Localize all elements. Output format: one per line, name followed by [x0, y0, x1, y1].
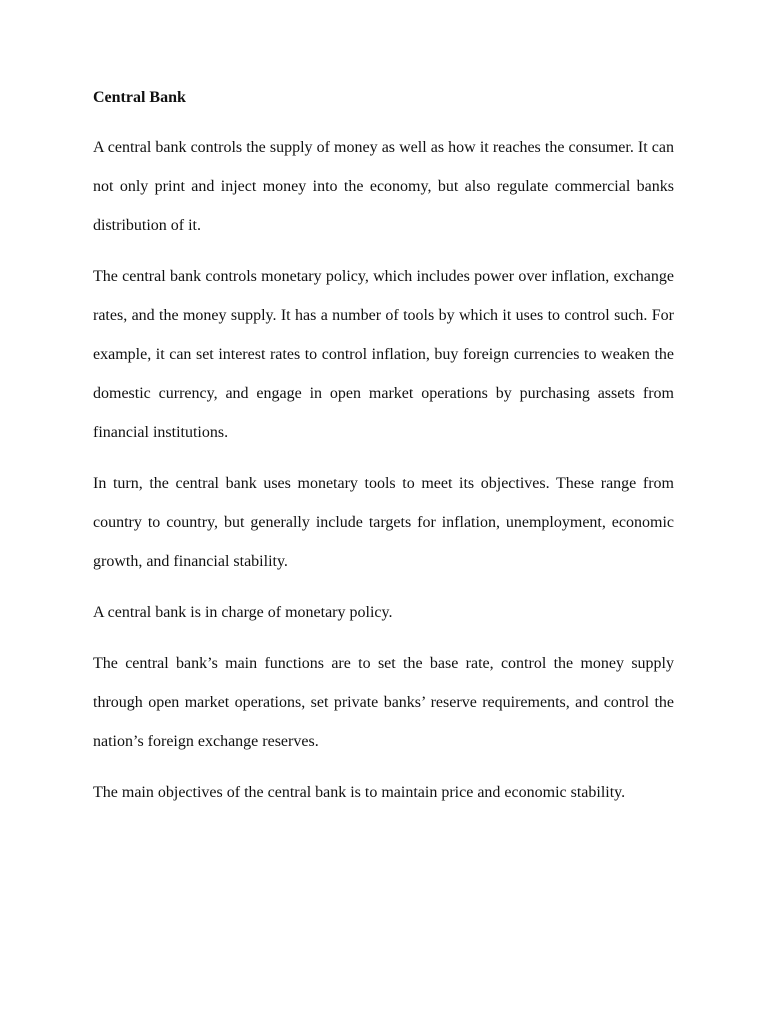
paragraph-main-functions: The central bank’s main functions are to set the base rate, control the money supply through open market operations, set private banks’ reserve requirements, and control the nation’s foreign exchange reserves.: [93, 655, 674, 750]
paragraph-charge: A central bank is in charge of monetary policy.: [93, 604, 393, 621]
document-title: Central Bank: [93, 89, 186, 106]
document-page: [93, 86, 674, 824]
paragraph-objectives-tools: In turn, the central bank uses monetary tools to meet its objectives. These range from country to country, but generally include targets for inflation, unemployment, economic growth, and financial stability.: [93, 475, 674, 570]
paragraph-main-objectives: The main objectives of the central bank is to maintain price and economic stability.: [93, 784, 626, 801]
paragraph-monetary-policy: The central bank controls monetary policy, which includes power over inflation, exchange rates, and the money supply. It has a number of tools by which it uses to control such. For example, it can set interest rates to control inflation, buy foreign currencies to weaken the domestic currency, and engage in open market operations by purchasing assets from financial institutions.: [93, 268, 674, 441]
paragraph-definition: A central bank controls the supply of money as well as how it reaches the consumer. It can not only print and inject money into the economy, but also regulate commercial banks distribution of it.: [93, 139, 674, 234]
